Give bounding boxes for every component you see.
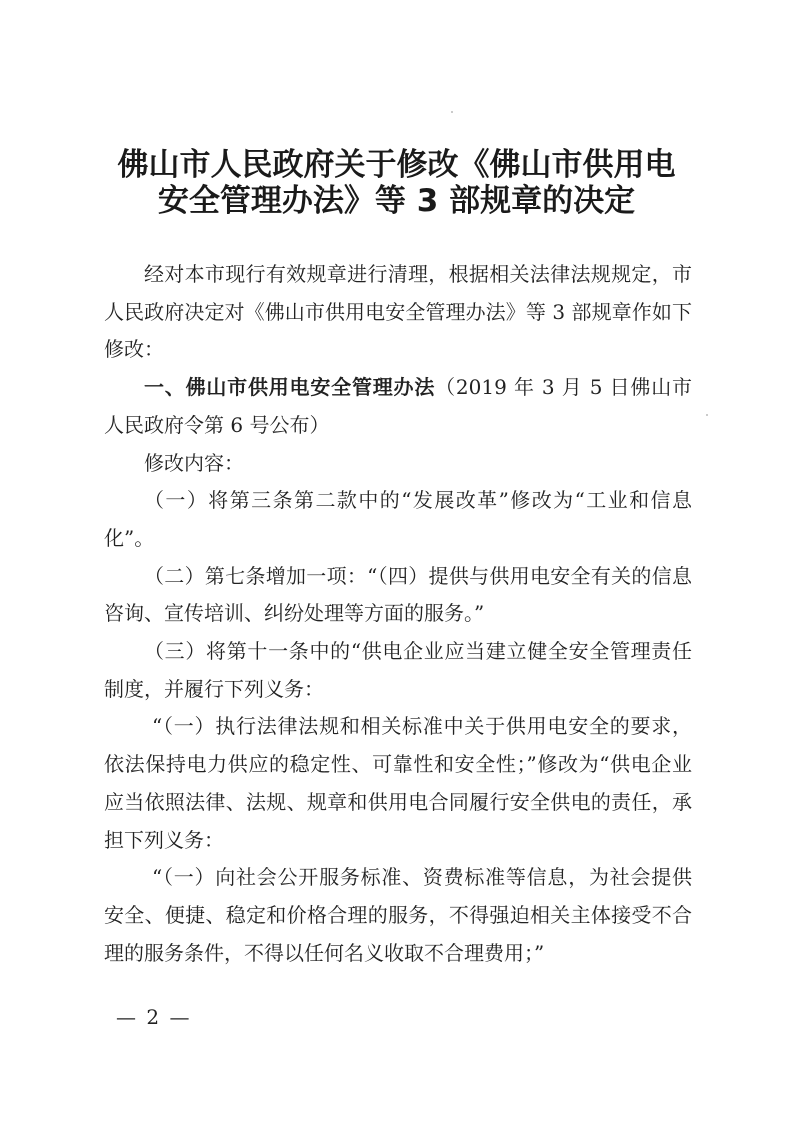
page-number: — 2 — xyxy=(116,1005,192,1029)
change-item-1: （一）将第三条第二款中的“发展改革”修改为“工业和信息化”。 xyxy=(104,488,692,550)
document-body xyxy=(104,256,692,972)
document-title-line-2: 安全管理办法》等 3 部规章的决定 xyxy=(157,183,636,219)
section-1-paragraph xyxy=(104,369,692,444)
section-1-note: （2019 年 3 月 5 日佛山市人民政府令第 6 号公布） xyxy=(104,375,692,437)
quoted-clause-2: “（一）向社会公开服务标准、资费标准等信息，为社会提供安全、便捷、稳定和价格合理的服务，不得强迫相关主体接受不合理的服务条件，不得以任何名义收取不合理费用；” xyxy=(104,865,692,965)
intro-paragraph: 经对本市现行有效规章进行清理，根据相关法律法规规定，市人民政府决定对《佛山市供用电安全管理办法》等 3 部规章作如下修改： xyxy=(104,262,692,362)
scan-speck xyxy=(451,111,453,113)
scan-speck xyxy=(706,414,708,416)
change-item-2: （二）第七条增加一项：“（四）提供与供用电安全有关的信息咨询、宣传培训、纠纷处理等方面的服务。” xyxy=(104,563,692,626)
document-title-line-1: 佛山市人民政府关于修改《佛山市供用电 xyxy=(117,147,676,183)
quoted-clause-1: “（一）执行法律法规和相关标准中关于供用电安全的要求，依法保持电力供应的稳定性、可靠性和安全性；”修改为“供电企业应当依照法律、法规、规章和供用电合同履行安全供电的责任，承担下列义务： xyxy=(104,714,692,852)
change-item-3: （三）将第十一条中的“供电企业应当建立健全安全管理责任制度，并履行下列义务： xyxy=(104,639,692,701)
changes-label: 修改内容： xyxy=(144,450,244,475)
section-1-heading: 一、佛山市供用电安全管理办法 xyxy=(144,375,436,400)
